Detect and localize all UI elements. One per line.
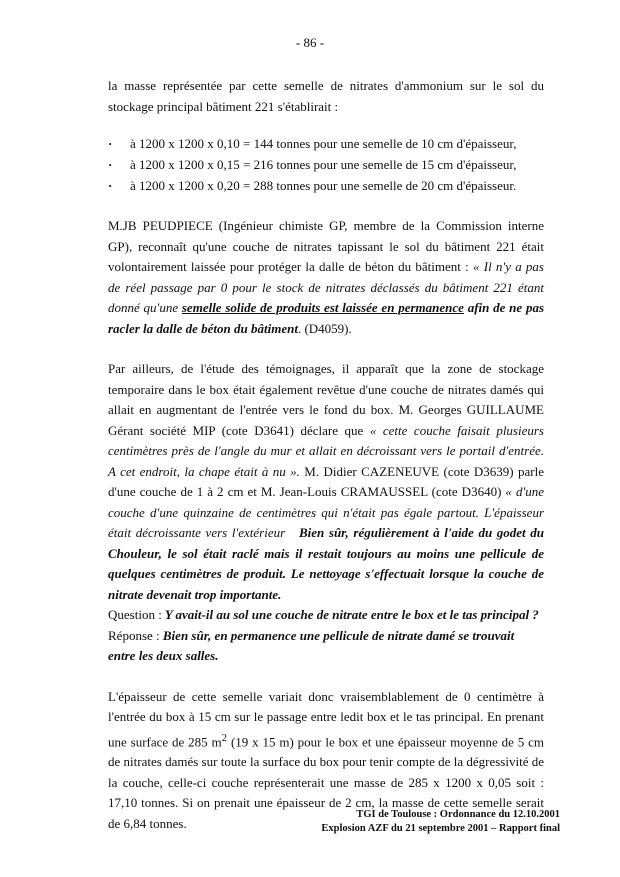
question-label: Question : <box>108 607 162 622</box>
quote-emphasis: afin de ne pas racler la dalle de béton du bâtiment <box>108 300 545 336</box>
intro-paragraph: la masse représentée par cette semelle de nitrates d'ammonium sur le sol du stockage principal bâtiment 221 s'établirait : <box>108 78 544 114</box>
paragraph-text: Par ailleurs, de l'étude des témoignages, il apparaît que la zone de stockage temporaire dans le box était également revêtue d'une couche de nitrates damés qui allait en augmentant de l'entrée vers le fond du box. M. Georges GUILLAUME Gérant société MIP (cote D3641) déclare que <box>108 361 544 438</box>
footer-line: Explosion AZF du 21 septembre 2001 – Rapport final <box>321 823 560 834</box>
page-footer <box>260 808 560 836</box>
footer-line: TGI de Toulouse : Ordonnance du 12.10.2001 <box>356 809 560 820</box>
peudpiece-paragraph <box>108 216 544 339</box>
quote-text: « Il n'y a pas de réel passage par 0 pour le stock de nitrates déclassés du bâtiment 221 étant donné qu'une <box>108 259 544 315</box>
list-item: · à 1200 x 1200 x 0,20 = 288 tonnes pour une semelle de 20 cm d'épaisseur. <box>108 175 544 196</box>
quote-emphasis: semelle solide de produits est laissée en permanence <box>181 300 464 315</box>
question-line <box>108 605 544 626</box>
quote-text: « cette couche faisait plusieurs centimètres près de l'angle du mur et allait en décroissant vers le portail d'entrée. A cet endroit, la chape était à nu ». <box>108 422 544 479</box>
paragraph-text: M.JB PEUDPIECE (Ingénieur chimiste GP, membre de la Commission interne GP), reconnaît qu'une couche de nitrates tapissant le sol du bâtiment 221 était volontairement laissée pour protéger la dalle de béton du bâtiment : <box>108 218 544 274</box>
testimony-paragraph <box>108 359 544 605</box>
paragraph-text: L'épaisseur de cette semelle variait donc vraisemblablement de 0 centimètre à l'entrée du box à 15 cm sur le passage entre ledit box et le tas principal. En prenant une surface de 285 m <box>108 688 544 749</box>
question-text: Y avait-il au sol une couche de nitrate entre le box et le tas principal ? <box>161 607 539 622</box>
document-body <box>108 76 544 834</box>
quote-text: « d'une couche d'une quinzaine de centimètres qui n'était pas égale partout. L'épaisseur était décroissante vers l'extérieur <box>108 484 544 540</box>
answer-line <box>108 626 544 667</box>
answer-text: Bien sûr, en permanence une pellicule de nitrate damé se trouvait entre les deux salles. <box>108 627 515 663</box>
paragraph-text: M. Didier CAZENEUVE (cote D3639) parle d'une couche de 1 à 2 cm et M. Jean-Louis CRAMAUSSEL (cote D3640) <box>108 463 545 499</box>
paragraph-text: (19 x 15 m) pour le box et une épaisseur moyenne de 5 cm de nitrates damés sur toute la surface du box pour tenir compte de la dégressivité de la couche, celle-ci couche représenterait une masse de 285 x 1200 x 0,05 soit : 17,10 tonnes. Si on prenait une épaisseur de 2 cm, la masse de cette semelle serait de 6,84 tonnes. <box>108 733 545 831</box>
quote-emphasis: Bien sûr, régulièrement à l'aide du godet du Chouleur, le sol était raclé mais il restait toujours au moins une pellicule de quelques centimètres de produit. Le nettoyage s'effectuait lorsque la couche de nitrate devenait trop importante. <box>108 525 545 602</box>
list-item: · à 1200 x 1200 x 0,15 = 216 tonnes pour une semelle de 15 cm d'épaisseur, <box>108 154 544 175</box>
superscript: 2 <box>221 731 228 744</box>
list-item: · à 1200 x 1200 x 0,10 = 144 tonnes pour une semelle de 10 cm d'épaisseur, <box>108 133 544 154</box>
calculation-list <box>108 133 544 196</box>
page-number: - 86 - <box>295 35 325 50</box>
reference-text: . (D4059). <box>297 320 352 336</box>
answer-label: Réponse : <box>108 627 160 643</box>
